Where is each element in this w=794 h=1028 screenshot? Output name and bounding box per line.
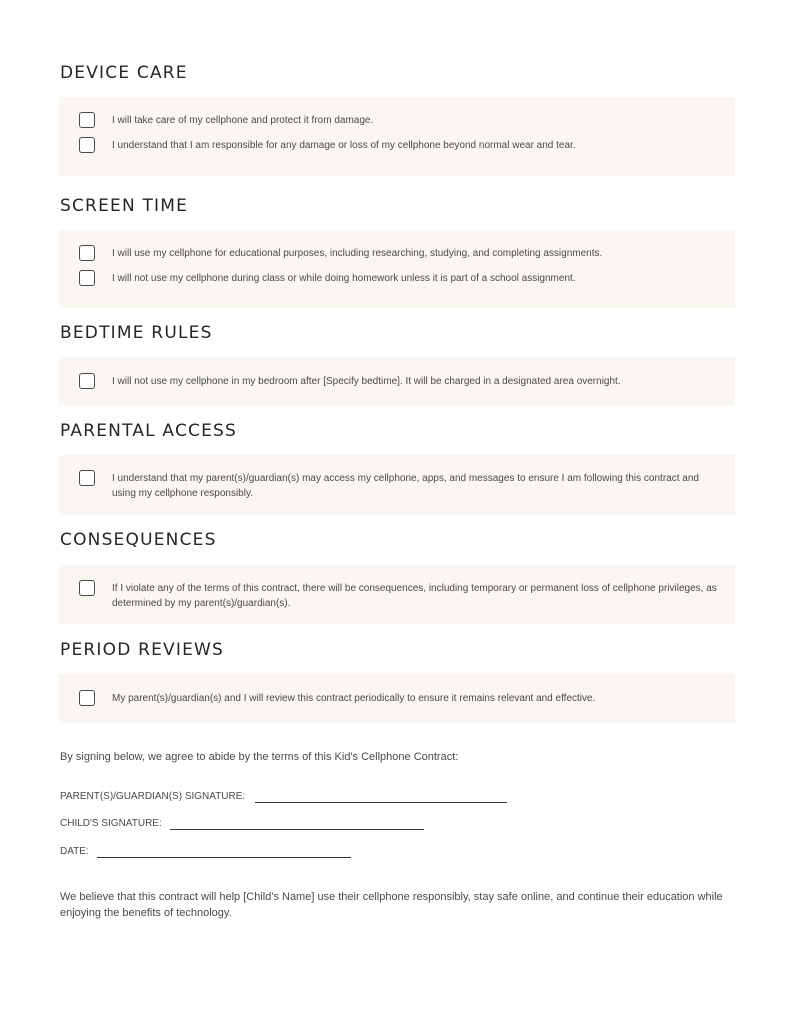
date-label: DATE:: [60, 846, 89, 857]
checkbox[interactable]: [79, 690, 95, 706]
section-box-period-reviews: [59, 674, 735, 723]
checklist-item-text: I understand that my parent(s)/guardian(s) may access my cellphone, apps, and messages to ensure I am following this contract and using my cellphone responsibly.: [112, 473, 699, 499]
section-box-bedtime-rules: [59, 357, 735, 405]
closing-text: We believe that this contract will help [Child's Name] use their cellphone responsibly, stay safe online, and continue their education while enjoying the benefits of technology.: [60, 891, 723, 919]
checklist-item-text: I understand that I am responsible for any damage or loss of my cellphone beyond normal wear and tear.: [112, 140, 576, 151]
section-title-parental-access: PARENTAL ACCESS: [60, 421, 238, 441]
section-title-period-reviews: PERIOD REVIEWS: [60, 640, 225, 660]
date-line[interactable]: [97, 857, 351, 858]
checklist-item-text: My parent(s)/guardian(s) and I will review this contract periodically to ensure it remains relevant and effective.: [112, 693, 596, 704]
checkbox[interactable]: [79, 270, 95, 286]
checklist-item-text: I will not use my cellphone during class or while doing homework unless it is part of a school assignment.: [112, 273, 576, 284]
agreement-text: By signing below, we agree to abide by the terms of this Kid's Cellphone Contract:: [60, 751, 459, 763]
child-signature-field[interactable]: [60, 818, 430, 832]
parent-signature-line[interactable]: [255, 802, 507, 803]
checkbox[interactable]: [79, 580, 95, 596]
checkbox[interactable]: [79, 373, 95, 389]
section-box-screen-time: [59, 230, 735, 308]
section-title-device-care: DEVICE CARE: [60, 63, 188, 83]
parent-signature-label: PARENT(S)/GUARDIAN(S) SIGNATURE:: [60, 791, 246, 802]
checkbox[interactable]: [79, 112, 95, 128]
parent-signature-field[interactable]: [60, 791, 520, 805]
checkbox[interactable]: [79, 137, 95, 153]
section-box-device-care: [59, 97, 735, 176]
checklist-item-text: If I violate any of the terms of this contract, there will be consequences, including temporary or permanent loss of cellphone privileges, as determined by my parent(s)/guardian(s).: [112, 583, 717, 609]
section-title-bedtime-rules: BEDTIME RULES: [60, 323, 213, 343]
checklist-item-text: I will take care of my cellphone and protect it from damage.: [112, 115, 374, 126]
checklist-item-text: I will not use my cellphone in my bedroom after [Specify bedtime]. It will be charged in a designated area overnight.: [112, 376, 621, 387]
date-field[interactable]: [60, 846, 360, 860]
section-box-consequences: [59, 565, 735, 624]
section-title-screen-time: SCREEN TIME: [60, 196, 189, 216]
section-box-parental-access: [59, 455, 735, 515]
child-signature-label: CHILD'S SIGNATURE:: [60, 818, 162, 829]
child-signature-line[interactable]: [170, 829, 424, 830]
section-title-consequences: CONSEQUENCES: [60, 530, 217, 550]
checklist-item-text: I will use my cellphone for educational purposes, including researching, studying, and completing assignments.: [112, 248, 603, 259]
checkbox[interactable]: [79, 470, 95, 486]
checkbox[interactable]: [79, 245, 95, 261]
